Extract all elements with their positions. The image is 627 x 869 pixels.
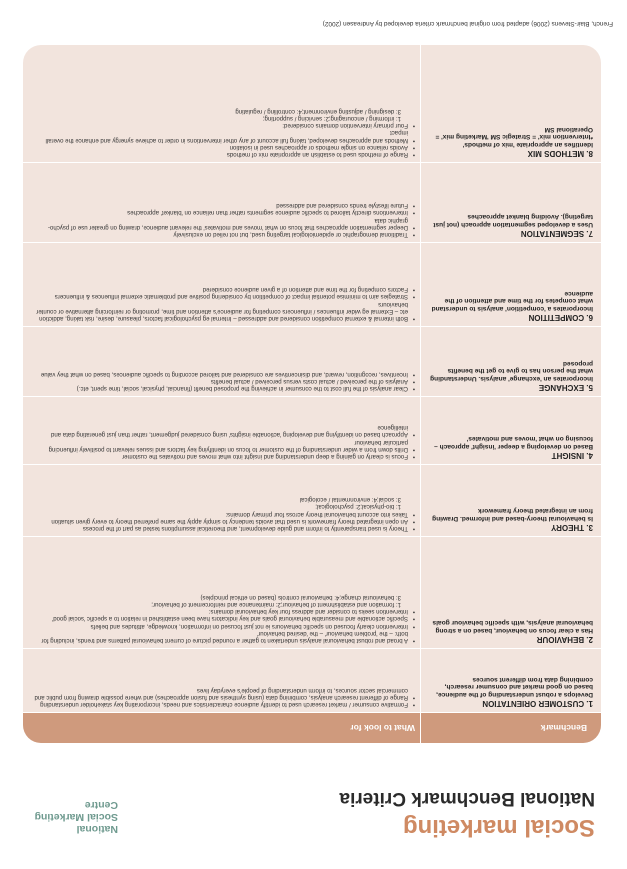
criteria-bullet: • Methods and approaches developed, taking full account of any other interventions in order to achieve synergy and enhance the overall impact bbox=[33, 129, 415, 143]
benchmark-heading: 3. THEORY bbox=[551, 523, 593, 532]
criteria-bullet: • Analysis of the perceived / actual costs versus perceived / actual benefits bbox=[33, 378, 415, 385]
domain-item: 2: servicing / supporting; bbox=[262, 114, 329, 122]
domain-item: 1: formation and establishment of behaviour; bbox=[280, 600, 401, 608]
criteria-bullet: • Factors competing for the time and attention of a given audience considered bbox=[33, 286, 415, 293]
criteria-bullet: • Formative consumer / market research used to identify audience characteristics and needs, incorporating key stakeholder understanding bbox=[33, 701, 415, 708]
benchmark-heading: 1. CUSTOMER ORIENTATION bbox=[482, 699, 593, 708]
benchmark-table bbox=[23, 45, 601, 743]
page-title: Social marketing bbox=[402, 814, 595, 841]
table-row bbox=[23, 464, 601, 537]
domain-item: 4: controlling / regulating bbox=[235, 107, 302, 115]
page-header bbox=[20, 773, 607, 843]
benchmark-description: Incorporates a 'competition' analysis to understand what competes for the time and attention of the audience bbox=[431, 289, 593, 312]
criteria-bullet: • An open integrated theory framework is used that avoids tendency to simply apply the same preferred theory to every given situation bbox=[33, 518, 415, 525]
criteria-bullet: • Intervention clearly focused on specific behaviours ie not just focused on information, knowledge, attitudes and beliefs bbox=[33, 622, 415, 629]
criteria-bullet: • Interventions directly tailored to specific audience segments rather than reliance on 'blanket' approaches bbox=[33, 209, 415, 216]
criteria-bullet: • Strategies aim to minimise potential impact of competition by considering positive and problematic external influences & influencers bbox=[33, 293, 415, 300]
criteria-bullet: • Drills down from a wider understanding of the customer to focus on identifying key factors and issues relevant to positively influencing particular behaviour bbox=[33, 438, 415, 452]
criteria-bullet: • Theory is used transparently to inform and guide development, and theoretical assumptions tested as part of the process bbox=[33, 525, 415, 532]
domain-item: 3: designing / adjusting environment; bbox=[301, 107, 401, 115]
nsmc-logo bbox=[28, 799, 118, 835]
header-benchmark: Benchmark bbox=[540, 723, 587, 733]
criteria-bullet: • Clear analysis of the full cost to the consumer in achieving the proposed benefit (financial, physical, social, time spent, etc.) bbox=[33, 385, 415, 392]
criteria-bullet: • Future lifestyle trends considered and addressed bbox=[33, 202, 415, 209]
domain-pair bbox=[33, 601, 415, 608]
criteria-bullet: • Both internal & external competition considered and addressed – Internal eg psychological factors, pleasure, desire, risk taking, addiction etc – External eg wider influences / influencers competing for audience's attention and time, promoting or reinforcing alternative or counter behaviours bbox=[33, 300, 415, 322]
criteria-bullet: • Takes into account behavioural theory across four primary domains: bbox=[33, 510, 415, 517]
criteria-bullet: • Incentives, recognition, reward, and disincentives are considered and tailored according to specific audiences, based on what they value bbox=[33, 370, 415, 377]
benchmark-heading: 7. SEGMENTATION bbox=[520, 229, 593, 238]
logo-line-2: Social Marketing bbox=[34, 811, 118, 823]
criteria-bullet: • Traditional demographic or epidemiological targeting used, but not relied on exclusively bbox=[33, 231, 415, 238]
domain-item: 4: behavioural controls (based on ethical principles) bbox=[200, 593, 340, 601]
criteria-bullet: • Deeper segmentation approaches that focus on what 'moves and motivates' the relevant audience, drawing on greater use of psycho-graphic data bbox=[33, 216, 415, 230]
table-row bbox=[23, 396, 601, 465]
benchmark-description: Based on developing a deeper 'insight' approach – focusing on what 'moves and motivates' bbox=[434, 435, 593, 450]
domain-item: 1: bio-physical; bbox=[360, 503, 401, 511]
logo-line-1: National bbox=[76, 823, 118, 835]
criteria-bullet: • Range of methods used to establish an appropriate mix of methods bbox=[33, 151, 415, 158]
domain-pair bbox=[33, 503, 415, 510]
table-row bbox=[23, 242, 601, 327]
header-what-to-look-for: What to look for bbox=[350, 723, 415, 733]
criteria-bullet: • Range of different research analysis, combining data (using synthesis and fusion approaches) and where possible drawing from public and commercial sector sources, to inform understanding of people's everyday lives bbox=[33, 686, 415, 700]
benchmark-heading: 5. EXCHANGE bbox=[538, 383, 593, 392]
domain-pair bbox=[33, 496, 415, 503]
logo-line-3: Centre bbox=[84, 799, 118, 811]
benchmark-description: Identifies an appropriate 'mix of methods' *Intervention mix' = Strategic SM 'Marketing mix' = Operational SM bbox=[435, 125, 593, 148]
criteria-bullet: • Intervention seeks to consider and address four key behavioural domains: bbox=[33, 608, 415, 615]
domain-item: 2: maintenance and reinforcement of behaviour; bbox=[151, 600, 281, 608]
domain-pair bbox=[33, 108, 415, 115]
benchmark-description: Has a clear focus on behaviour, based on a strong behavioural analysis, with specific behaviour goals bbox=[432, 619, 593, 634]
domain-item: 1: informing / encouraging; bbox=[328, 114, 401, 122]
criteria-bullet: • Specific actionable and measurable behavioural goals and key indicators have been established in relation to a specific 'social good' bbox=[33, 615, 415, 622]
criteria-bullet: • Focus is clearly on gaining a deep understanding and insight into what moves and motivates the customer bbox=[33, 453, 415, 460]
page-subtitle: National Benchmark Criteria bbox=[339, 788, 595, 809]
table-row bbox=[23, 648, 601, 713]
benchmark-heading: 8. METHODS MIX bbox=[527, 149, 593, 158]
benchmark-description: Develops a robust understanding of the audience, based on good market and consumer research, combining data from different sources bbox=[436, 675, 593, 698]
table-header bbox=[23, 713, 601, 743]
domain-pair bbox=[33, 115, 415, 122]
source-footnote: French, Blair-Stevens (2006) adapted from original benchmark criteria developed by Andreasen (2002) bbox=[322, 20, 613, 27]
criteria-bullet: • A broad and robust behavioural analysis undertaken to gather a rounded picture of current behavioural patterns and trends, including for both: – the 'problem behaviour' – the 'desired behaviour' bbox=[33, 630, 415, 644]
benchmark-description: Incorporates an 'exchange' analysis. Understanding what the person has to give to get the benefits proposed bbox=[430, 359, 593, 382]
benchmark-description: Is behavioural theory-based and informed. Drawing from an integrated theory framework bbox=[432, 507, 593, 522]
table-row bbox=[23, 536, 601, 649]
benchmark-description: Uses a developed segmentation approach (not just targeting). Avoiding blanket approaches bbox=[433, 213, 593, 228]
domain-item: 3: social; bbox=[376, 496, 401, 504]
benchmark-heading: 2. BEHAVIOUR bbox=[536, 635, 593, 644]
domain-item: 4: environmental / ecological bbox=[299, 496, 377, 504]
table-row bbox=[23, 326, 601, 397]
domain-item: 2: psychological; bbox=[315, 503, 361, 511]
table-row bbox=[23, 45, 601, 163]
domain-item: 3: behavioural change; bbox=[339, 593, 401, 601]
benchmark-heading: 4. INSIGHT bbox=[551, 451, 593, 460]
table-row bbox=[23, 162, 601, 243]
benchmark-heading: 6. COMPETITION bbox=[528, 313, 593, 322]
domain-pair bbox=[33, 594, 415, 601]
criteria-bullet: • Avoids reliance on single methods or approaches used in isolation bbox=[33, 144, 415, 151]
criteria-bullet: • Approach based on identifying and developing 'actionable insights' using considered judgement, rather than just generating data and intelligence bbox=[33, 424, 415, 438]
criteria-bullet: • Four primary intervention domains considered: bbox=[33, 122, 415, 129]
